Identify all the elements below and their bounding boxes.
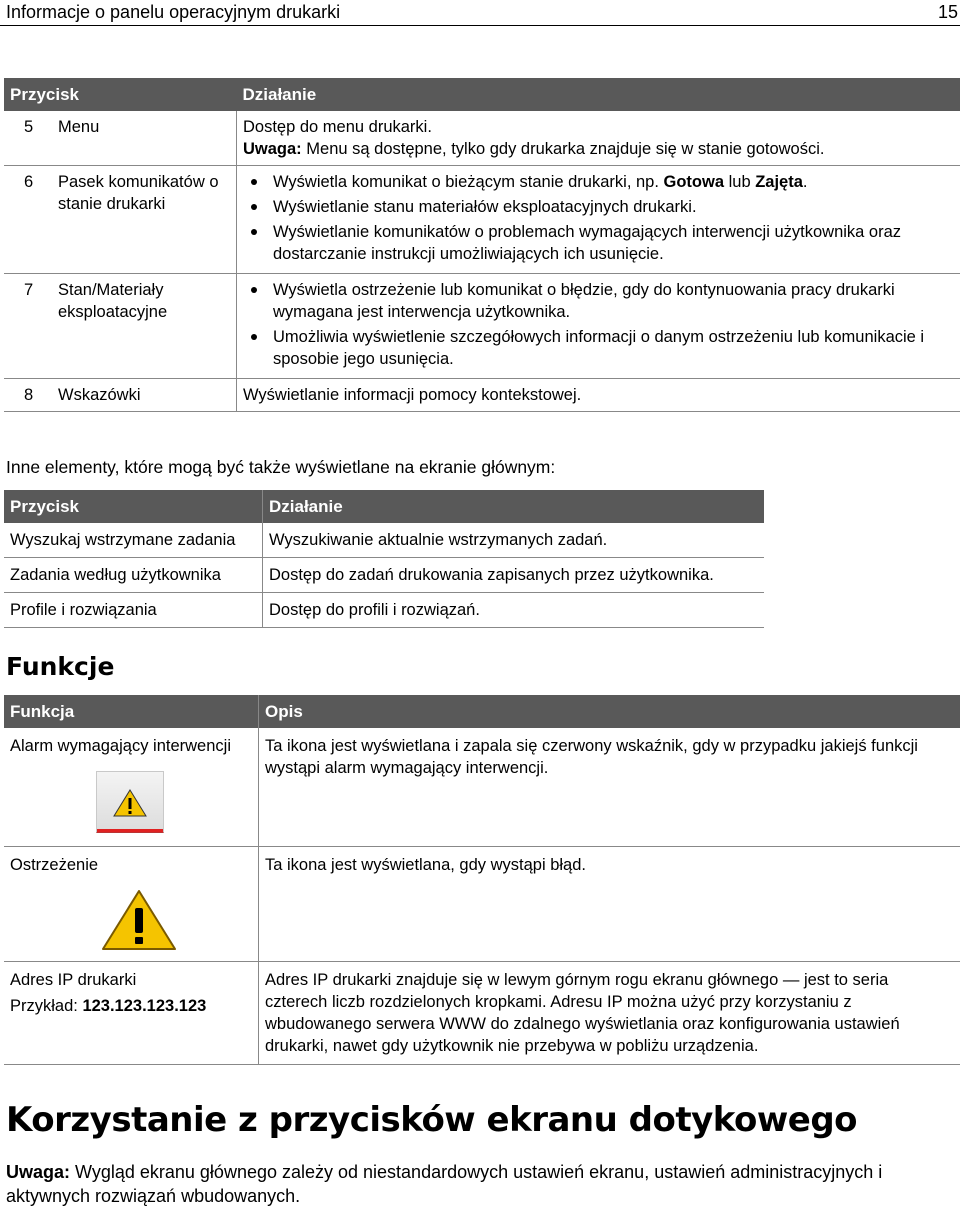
- bullet-item: Wyświetla ostrzeżenie lub komunikat o błędzie, gdy do kontynuowania pracy drukarki wymagana jest interwencja użytkownika.: [273, 279, 954, 323]
- header-title: Informacje o panelu operacyjnym drukarki: [6, 2, 341, 22]
- table-row: [4, 593, 764, 628]
- ip-example: Przykład: 123.123.123.123: [10, 997, 207, 1015]
- button-name: Zadania według użytkownika: [4, 558, 263, 593]
- column-header-button: Przycisk: [4, 78, 237, 111]
- action-text: Dostęp do profili i rozwiązań.: [263, 593, 765, 628]
- description-text: Adres IP drukarki znajduje się w lewym górnym rogu ekranu głównego — jest to seria czterech liczb rozdzielonych kropkami. Adresu IP można użyć przy korzystaniu z wbudowanego serwera WWW do zdalnego wyświetlania oraz konfigurowania ustawień drukarki, nawet gdy użytkownik nie przebywa w pobliżu urządzenia.: [259, 962, 960, 1065]
- warning-icon: [100, 888, 178, 952]
- page-number: 15: [937, 2, 958, 22]
- action-text: Wyświetlanie informacji pomocy kontekstowej.: [237, 379, 960, 412]
- row-number: 5: [4, 111, 52, 166]
- alarm-icon: [96, 771, 164, 833]
- action-cell: [237, 274, 960, 379]
- column-header-description: Opis: [259, 695, 960, 728]
- feature-name: Alarm wymagający interwencji: [10, 737, 231, 755]
- other-elements-table: [4, 490, 764, 628]
- note-label: Uwaga:: [6, 1162, 71, 1182]
- action-note: [243, 138, 954, 160]
- column-header-action: Działanie: [263, 490, 765, 523]
- functions-table: [4, 695, 960, 1065]
- bullet-item: Wyświetlanie stanu materiałów eksploatacyjnych drukarki.: [273, 196, 954, 218]
- table-row: [4, 728, 960, 847]
- feature-name: Ostrzeżenie: [10, 856, 99, 874]
- row-number: 6: [4, 166, 52, 274]
- column-header-feature: Funkcja: [4, 695, 259, 728]
- table-row: [4, 274, 960, 379]
- button-name: Wskazówki: [52, 379, 237, 412]
- feature-cell: [4, 847, 259, 962]
- table-row: [4, 111, 960, 166]
- feature-cell: [4, 962, 259, 1065]
- button-name: Menu: [52, 111, 237, 166]
- bullet-item: Umożliwia wyświetlenie szczegółowych informacji o danym ostrzeżeniu lub komunikacie i sposobie jego usunięcia.: [273, 326, 954, 370]
- bullet-list: [243, 279, 954, 370]
- description-text: Ta ikona jest wyświetlana i zapala się czerwony wskaźnik, gdy w przypadku jakiejś funkcji wystąpi alarm wymagający interwencji.: [259, 728, 960, 847]
- intro-text: Inne elementy, które mogą być także wyświetlane na ekranie głównym:: [6, 457, 556, 477]
- button-name: Stan/Materiały eksploatacyjne: [52, 274, 237, 379]
- table-header-row: [4, 78, 960, 111]
- table-header-row: [4, 695, 960, 728]
- button-name: Pasek komunikatów o stanie drukarki: [52, 166, 237, 274]
- table-row: [4, 166, 960, 274]
- page-header: [0, 0, 960, 26]
- table-row: [4, 523, 764, 558]
- table-header-row: [4, 490, 764, 523]
- table-row: [4, 847, 960, 962]
- section-heading-functions: Funkcje: [6, 652, 115, 681]
- row-number: 8: [4, 379, 52, 412]
- note-text: Menu są dostępne, tylko gdy drukarka znajduje się w stanie gotowości.: [301, 140, 825, 158]
- column-header-button: Przycisk: [4, 490, 263, 523]
- button-name: Wyszukaj wstrzymane zadania: [4, 523, 263, 558]
- bullet-item: Wyświetla komunikat o bieżącym stanie drukarki, np. Gotowa lub Zajęta.: [273, 171, 954, 193]
- action-text: Dostęp do menu drukarki.: [243, 118, 432, 136]
- note-text: Wygląd ekranu głównego zależy od niestandardowych ustawień ekranu, ustawień administracyjnych i aktywnych rozwiązań wbudowanych.: [6, 1162, 883, 1206]
- buttons-table: [4, 78, 960, 412]
- action-cell: [237, 111, 960, 166]
- button-name: Profile i rozwiązania: [4, 593, 263, 628]
- action-text: Dostęp do zadań drukowania zapisanych przez użytkownika.: [263, 558, 765, 593]
- section-heading-touch-buttons: Korzystanie z przycisków ekranu dotykowego: [6, 1100, 858, 1140]
- bullet-item: Wyświetlanie komunikatów o problemach wymagających interwencji użytkownika oraz dostarczanie instrukcji umożliwiających ich usunięcie.: [273, 221, 954, 265]
- table-row: [4, 558, 764, 593]
- table-row: [4, 379, 960, 412]
- note-paragraph: [6, 1160, 886, 1208]
- feature-cell: [4, 728, 259, 847]
- action-text: Wyszukiwanie aktualnie wstrzymanych zadań.: [263, 523, 765, 558]
- note-label: Uwaga:: [243, 140, 302, 158]
- action-cell: [237, 166, 960, 274]
- row-number: 7: [4, 274, 52, 379]
- column-header-action: Działanie: [237, 78, 960, 111]
- feature-name: Adres IP drukarki: [10, 971, 137, 989]
- table-row: [4, 962, 960, 1065]
- bullet-list: [243, 171, 954, 265]
- description-text: Ta ikona jest wyświetlana, gdy wystąpi błąd.: [259, 847, 960, 962]
